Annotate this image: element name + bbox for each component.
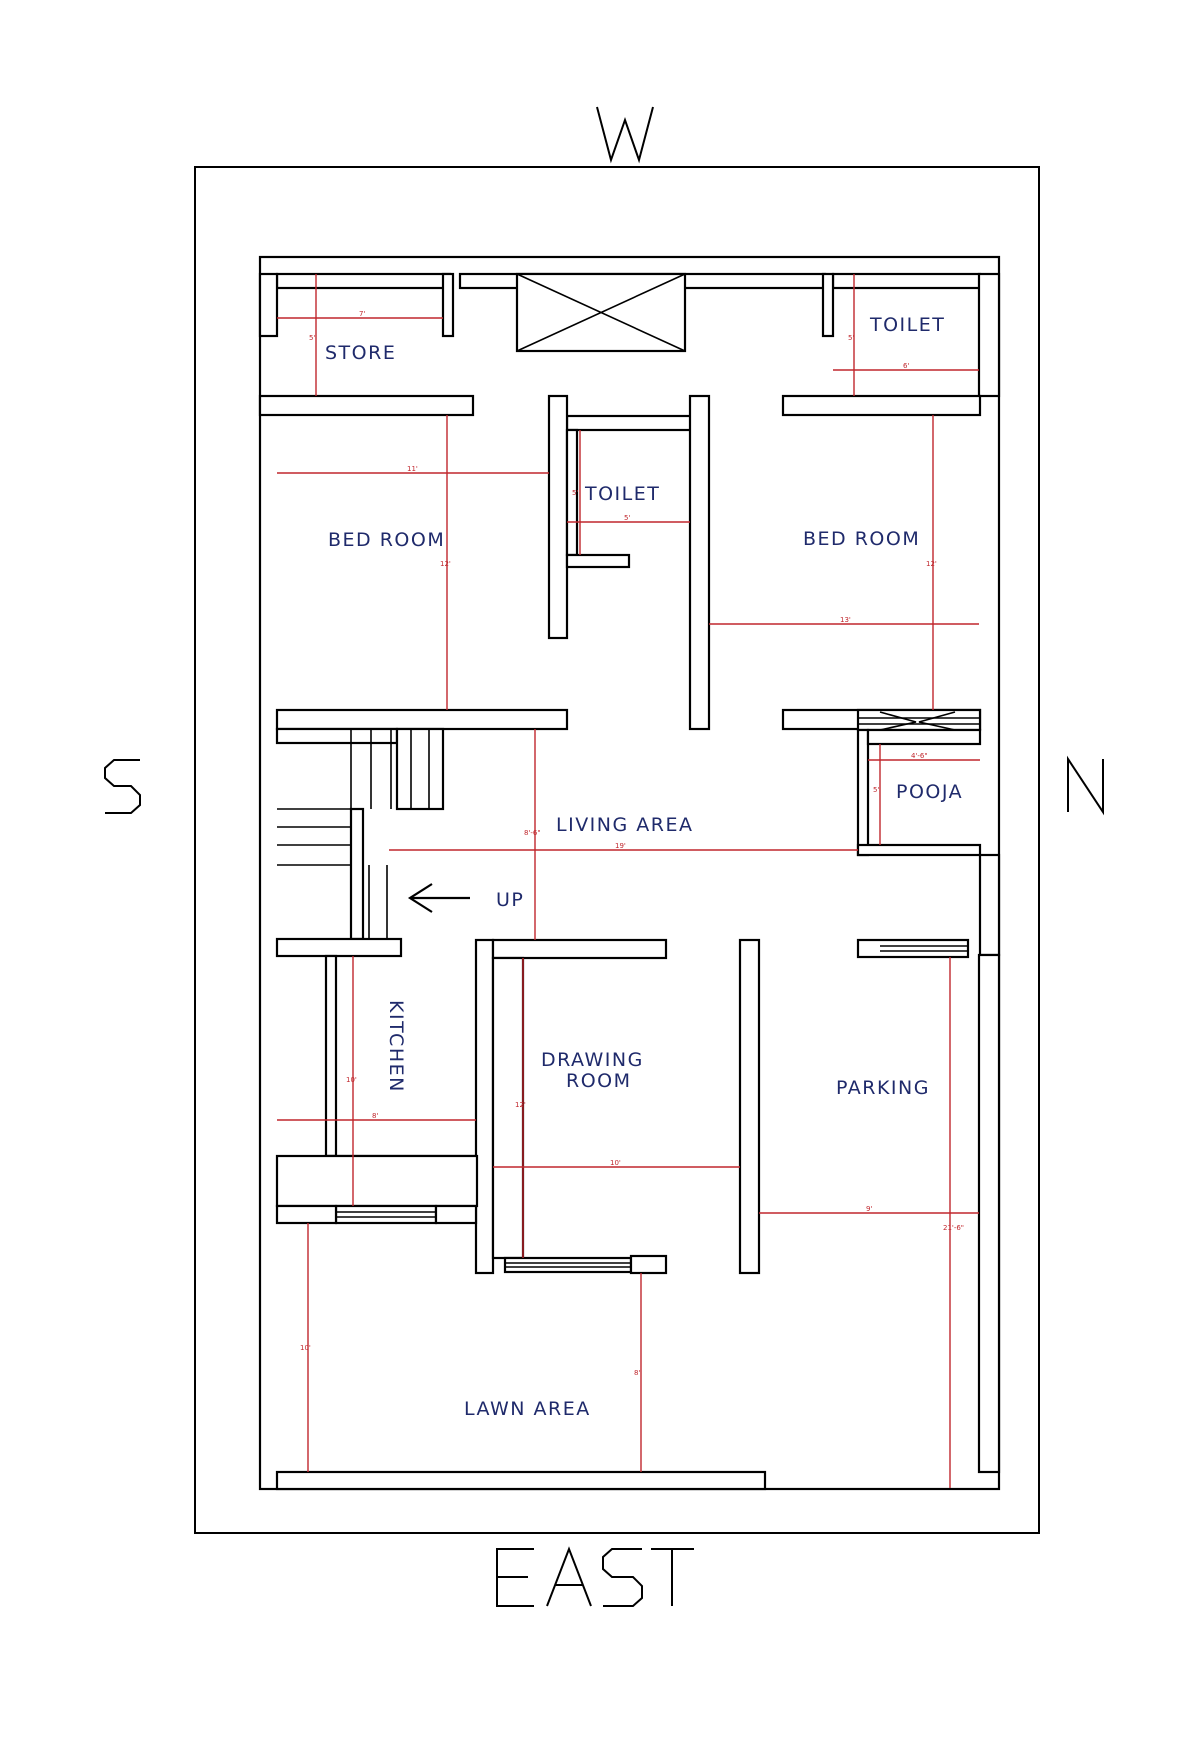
compass-label-west: W [625,150,626,151]
building-inner [277,274,980,1472]
dim-store-w: 7' [359,310,366,318]
dim-kitchen-w: 8' [372,1112,379,1120]
label-lawn-area: LAWN AREA [464,1398,591,1420]
dim-toilet-c-h: 5' [572,489,579,497]
dim-bed-right-h: 12' [926,560,937,568]
dim-kitchen-h: 10' [346,1076,357,1084]
dim-toilet-ne-w: 6' [903,362,910,370]
label-bed-room-left: BED ROOM [328,529,446,551]
label-drawing-room-1: DRAWING [541,1049,644,1071]
wall-bedright-top [783,396,980,415]
wall-kitchen-right [476,940,493,1273]
wall-lawn-bottom [277,1472,765,1489]
dim-store-h: 5' [309,334,316,342]
wall-toilet-c-left [549,396,567,638]
label-store: STORE [325,342,397,364]
compass-label-north: N [1085,790,1086,791]
label-living-area: LIVING AREA [556,814,694,836]
compass-south [105,760,140,813]
compass-west [597,107,653,160]
wall-lawn-top [277,1206,336,1223]
wall-toilet-ne-right [979,274,999,396]
label-up: UP [496,889,525,911]
wall-lawn-top-right [436,1206,476,1223]
wall-store-left-stub [260,274,277,336]
dim-drawing-h: 12' [515,1101,526,1109]
dim-drawing-w: 10' [610,1159,621,1167]
label-kitchen: KITCHEN [385,1000,407,1093]
label-drawing-room-2: ROOM [566,1070,632,1092]
wall-parking-right [979,955,999,1472]
dim-living-h: 8'-6" [524,829,541,837]
window-parking [858,940,968,957]
dim-lawn-w: 8' [634,1369,641,1377]
wall-store-top [277,274,450,288]
window-drawing [505,1258,631,1272]
wall-drawing-bottom [631,1256,666,1273]
wall-center-right [690,396,709,729]
wall-toilet-ne-left [823,274,833,336]
wall-bedleft-bottom [277,710,567,729]
wall-store-right [443,274,453,336]
wall-kitchen-base [277,1156,477,1206]
label-toilet-center: TOILET [585,483,661,505]
wall-drawing-right [740,940,759,1273]
label-pooja: POOJA [896,781,964,803]
wall-living-right [980,855,999,955]
dim-lawn-h: 10' [300,1344,311,1352]
wall-store-bottom [260,396,473,415]
compass-label-east: EAST [595,1590,598,1591]
dim-parking-w: 9' [866,1205,873,1213]
dim-bed-left-h: 12' [440,560,451,568]
wall-kitchen-left [326,956,336,1156]
dim-living-w: 19' [615,842,626,850]
label-bed-room-right: BED ROOM [803,528,921,550]
compass-north [1068,759,1103,812]
label-parking: PARKING [836,1077,930,1099]
dim-bed-left-w: 11' [407,465,418,473]
dim-bed-right-w: 13' [840,616,851,624]
label-toilet-ne: TOILET [870,314,946,336]
wall-drawing-top [493,940,666,958]
dim-pooja-h: 5' [873,786,880,794]
shaft [517,274,685,351]
window-kitchen [336,1206,436,1223]
compass-east [497,1549,694,1606]
compass-label-south: S [122,790,123,791]
dim-toilet-ne-h: 5' [848,334,855,342]
dim-toilet-c-w: 5' [624,514,631,522]
wall-toilet-c-bottom [567,555,629,567]
dim-parking-h: 21'-6" [943,1224,965,1232]
dim-pooja-w: 4'-6" [911,752,928,760]
wall-top-right [833,274,980,288]
wall-toilet-c-top [567,416,693,430]
